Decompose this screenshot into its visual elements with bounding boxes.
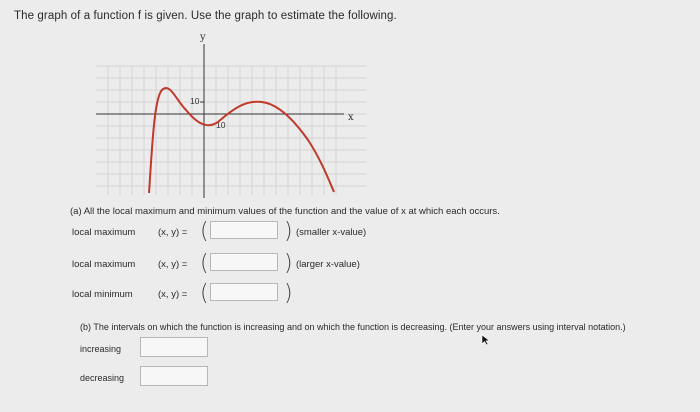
row-label: local maximum bbox=[72, 259, 136, 270]
close-paren: ) bbox=[284, 281, 293, 306]
close-paren: ) bbox=[284, 251, 293, 276]
decreasing-input[interactable] bbox=[140, 366, 208, 386]
open-paren: ( bbox=[200, 219, 209, 244]
graph-grid bbox=[96, 66, 366, 195]
question-prompt: The graph of a function f is given. Use the graph to estimate the following. bbox=[14, 10, 397, 22]
function-graph bbox=[96, 30, 366, 200]
increasing-label: increasing bbox=[80, 344, 122, 354]
xy-label: (x, y) = bbox=[158, 227, 188, 238]
local-max-2-input[interactable] bbox=[210, 253, 278, 271]
decreasing-label: decreasing bbox=[80, 373, 125, 383]
increasing-input[interactable] bbox=[140, 337, 208, 357]
xy-label: (x, y) = bbox=[158, 289, 188, 300]
x-axis-label: x bbox=[348, 112, 354, 123]
part-a-instructions: (a) All the local maximum and minimum values of the function and the value of x at which each occurs. bbox=[70, 206, 500, 217]
function-curve bbox=[149, 88, 334, 193]
row-hint: (smaller x-value) bbox=[296, 227, 367, 238]
open-paren: ( bbox=[200, 281, 209, 306]
open-paren: ( bbox=[200, 251, 209, 276]
part-b-instructions: (b) The intervals on which the function is increasing and on which the function is decreasing. (Enter your answers using interval notation.) bbox=[80, 322, 626, 332]
x-tick-label: 10 bbox=[216, 120, 226, 130]
row-label: local minimum bbox=[72, 289, 133, 300]
close-paren: ) bbox=[284, 219, 293, 244]
row-hint: (larger x-value) bbox=[296, 259, 360, 270]
local-min-input[interactable] bbox=[210, 283, 278, 301]
y-tick-label: 10 bbox=[190, 96, 200, 106]
row-label: local maximum bbox=[72, 227, 136, 238]
local-max-1-input[interactable] bbox=[210, 221, 278, 239]
mouse-cursor-icon bbox=[481, 334, 491, 346]
y-axis-label: y bbox=[200, 32, 206, 43]
xy-label: (x, y) = bbox=[158, 259, 188, 270]
